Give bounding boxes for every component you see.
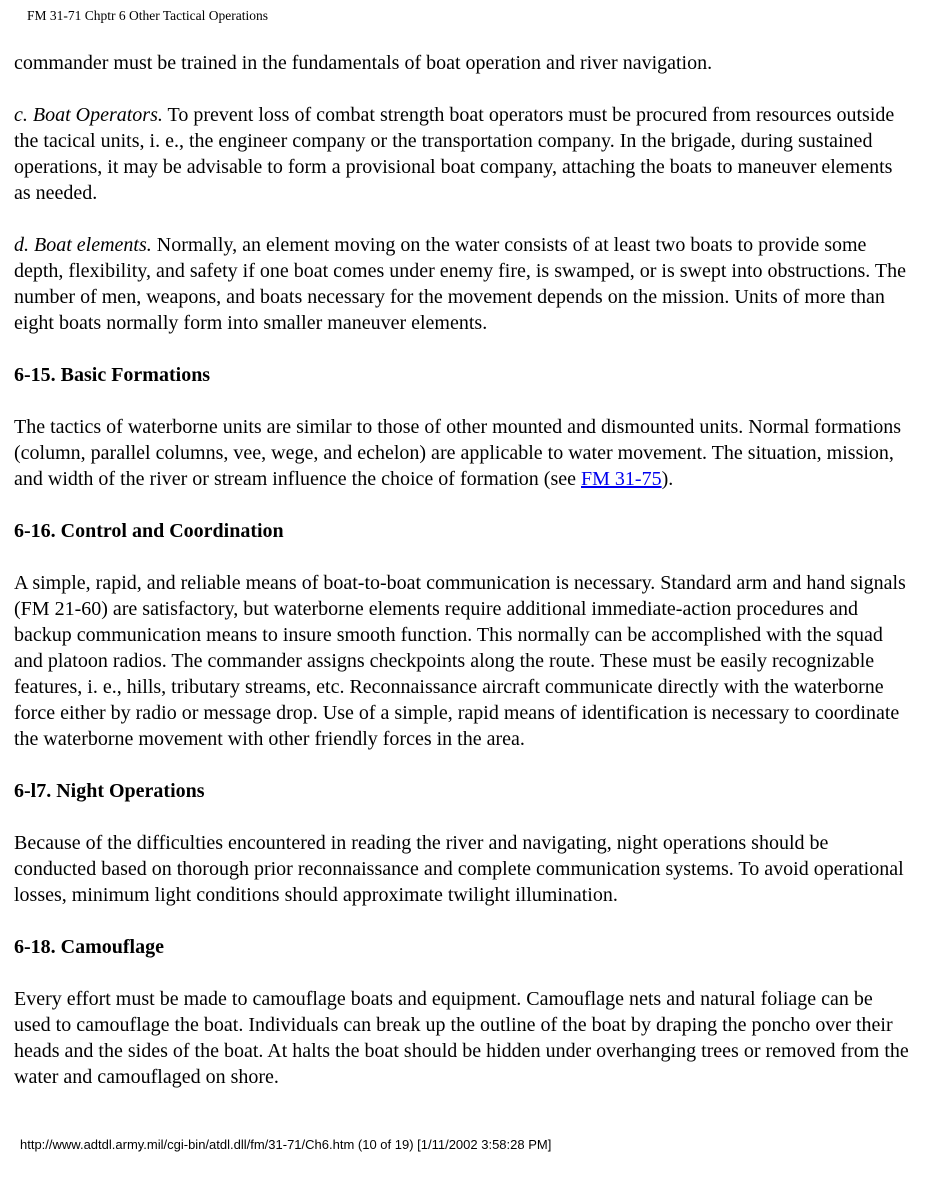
section-heading: 6-l7. Night Operations: [14, 780, 205, 802]
italic-run: c. Boat Operators.: [14, 104, 163, 126]
text-run: To prevent loss of combat strength boat operators must be procured from resources outside the tacical units, i. e., the engineer company or the transportation company. In the brigade, during sustained operations, it may be advisable to form a provisional boat company, attaching the boats to maneuver elements as needed.: [14, 104, 895, 204]
text-run: commander must be trained in the fundamentals of boat operation and river navigation.: [14, 52, 713, 74]
paragraph: [14, 986, 914, 1090]
text-run: The tactics of waterborne units are similar to those of other mounted and dismounted units. Normal formations (column, parallel columns, vee, wege, and echelon) are applicable to water movement. The situation, mission, and width of the river or stream influence the choice of formation (see: [14, 416, 902, 490]
paragraph: [14, 414, 914, 492]
page-header-title: FM 31-71 Chptr 6 Other Tactical Operations: [27, 8, 269, 23]
document-body: [14, 50, 914, 1090]
paragraph: [14, 232, 914, 336]
text-run: ).: [661, 468, 674, 490]
paragraph: [14, 570, 914, 752]
italic-run: d. Boat elements.: [14, 234, 152, 256]
section-heading: 6-16. Control and Coordination: [14, 520, 284, 542]
paragraph: [14, 102, 914, 206]
fm-31-75-link[interactable]: FM 31-75: [581, 468, 662, 490]
section-heading: 6-18. Camouflage: [14, 936, 164, 958]
text-run: Every effort must be made to camouflage boats and equipment. Camouflage nets and natural foliage can be used to camouflage the boat. Individuals can break up the outline of the boat by draping the poncho over their heads and the sides of the boat. At halts the boat should be hidden under overhanging trees or removed from the water and camouflaged on shore.: [14, 988, 909, 1088]
text-run: Because of the difficulties encountered in reading the river and navigating, night operations should be conducted based on thorough prior reconnaissance and complete communication systems. To avoid operational losses, minimum light conditions should approximate twilight illumination.: [14, 832, 904, 906]
section-heading: 6-15. Basic Formations: [14, 364, 211, 386]
text-run: A simple, rapid, and reliable means of boat-to-boat communication is necessary. Standard arm and hand signals (FM 21-60) are satisfactory, but waterborne elements require additional immediate-action procedures and backup communication means to insure smooth function. This normally can be accomplished with the squad and platoon radios. The commander assigns checkpoints along the route. These must be easily recognizable features, i. e., hills, tributary streams, etc. Reconnaissance aircraft communicate directly with the waterborne force either by radio or message drop. Use of a simple, rapid means of identification is necessary to coordinate the waterborne movement with other friendly forces in the area.: [14, 572, 906, 750]
text-run: Normally, an element moving on the water consists of at least two boats to provide some depth, flexibility, and safety if one boat comes under enemy fire, is swamped, or is swept into obstructions. The number of men, weapons, and boats necessary for the movement depends on the mission. Units of more than eight boats normally form into smaller maneuver elements.: [14, 234, 907, 334]
page-footer-url: http://www.adtdl.army.mil/cgi-bin/atdl.dll/fm/31-71/Ch6.htm (10 of 19) [1/11/2002 3:58:28 PM]: [20, 1137, 552, 1152]
paragraph: [14, 830, 914, 908]
paragraph: [14, 50, 914, 76]
